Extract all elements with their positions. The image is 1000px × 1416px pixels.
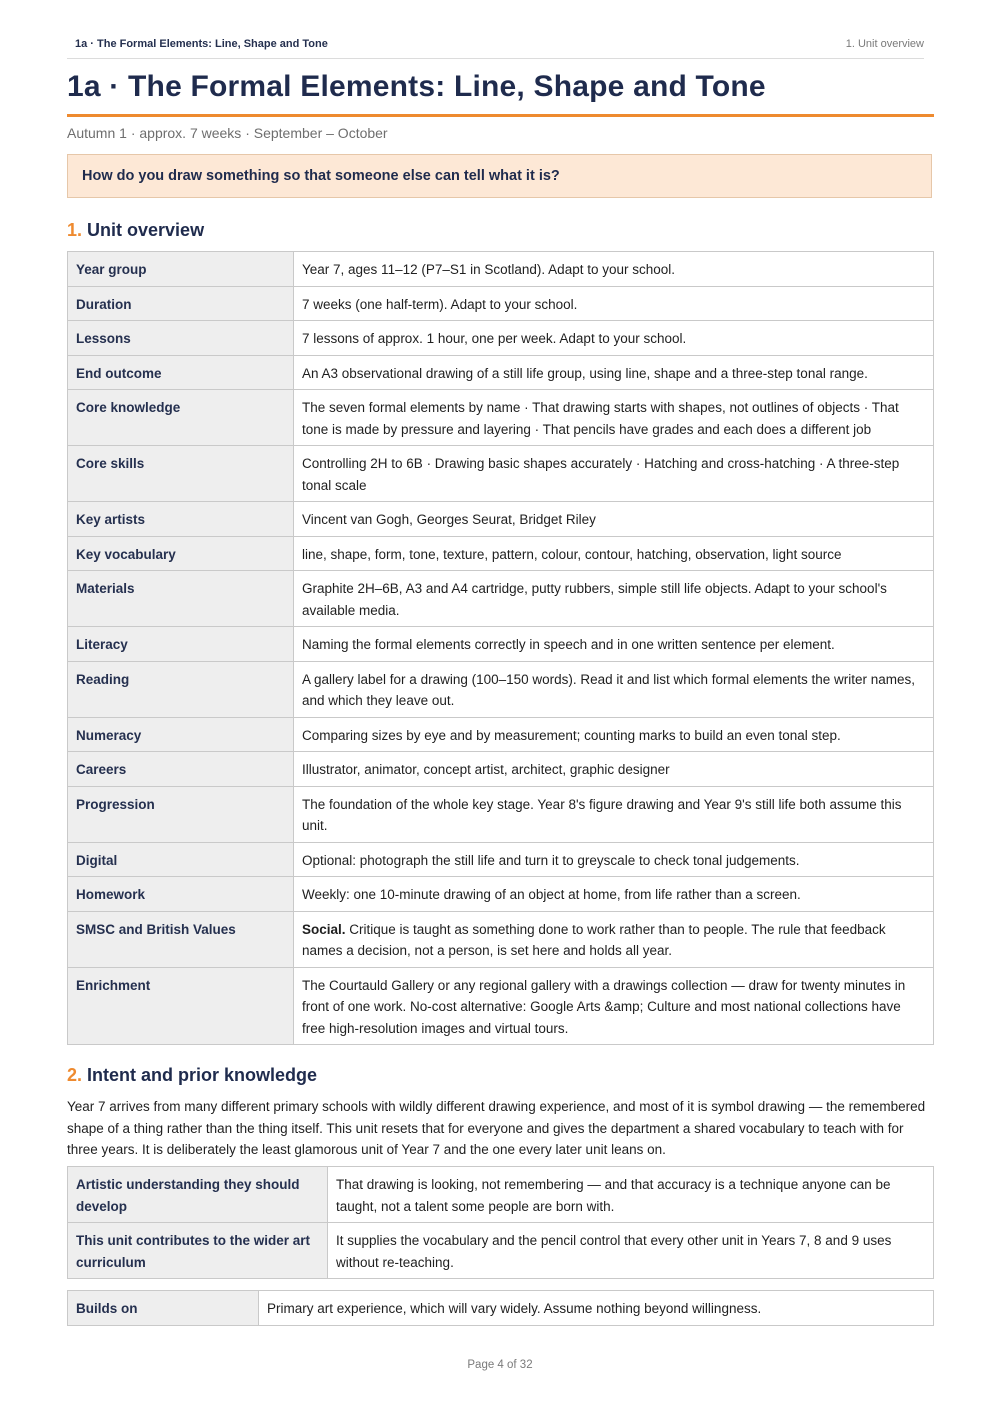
row-value: The seven formal elements by name · That drawing starts with shapes, not outlines of objects · That tone is made by pressure and layering · That pencils have grades and each does a different job — [294, 390, 934, 446]
row-key: Reading — [68, 661, 294, 717]
table-row — [68, 842, 934, 877]
row-value-text: Critique is taught as something done to work rather than to people. The rule that feedback names a decision, not a person, is set here and holds all year. — [302, 921, 886, 958]
row-key: Enrichment — [68, 967, 294, 1045]
row-key: Duration — [68, 286, 294, 321]
title-underline — [67, 114, 934, 117]
row-key: Digital — [68, 842, 294, 877]
row-value — [294, 911, 934, 967]
running-header-section: 1. Unit overview — [845, 38, 924, 50]
row-value: Naming the formal elements correctly in speech and in one written sentence per element. — [294, 627, 934, 662]
key-question-callout — [67, 154, 932, 198]
row-value: It supplies the vocabulary and the pencil control that every other unit in Years 7, 8 and 9 uses without re-teaching. — [328, 1223, 934, 1279]
row-value: Year 7, ages 11–12 (P7–S1 in Scotland). Adapt to your school. — [294, 252, 934, 287]
row-key: Literacy — [68, 627, 294, 662]
table-row — [68, 877, 934, 912]
row-value: 7 weeks (one half-term). Adapt to your school. — [294, 286, 934, 321]
row-value: Comparing sizes by eye and by measurement; counting marks to build an even tonal step. — [294, 717, 934, 752]
unit-meta: Autumn 1 · approx. 7 weeks · September – October — [67, 125, 388, 141]
section-title: Intent and prior knowledge — [87, 1065, 318, 1085]
row-value: That drawing is looking, not remembering — and that accuracy is a technique anyone can be taught, not a talent some people are born with. — [328, 1167, 934, 1223]
row-key: Key artists — [68, 502, 294, 537]
table-row — [68, 321, 934, 356]
row-value: Weekly: one 10-minute drawing of an object at home, from life rather than a screen. — [294, 877, 934, 912]
page-number-footer: Page 4 of 32 — [467, 1359, 533, 1371]
row-key: Year group — [68, 252, 294, 287]
intent-paragraph: Year 7 arrives from many different primary schools with wildly different drawing experience, and most of it is symbol drawing — the remembered shape of a thing rather than the thing itself. This unit resets that for everyone and gives the department a shared vocabulary to teach with for three years. It is deliberately the least glamorous unit of Year 7 and the one every later unit leans on. — [67, 1099, 926, 1157]
row-key: Homework — [68, 877, 294, 912]
row-value: Primary art experience, which will vary widely. Assume nothing beyond willingness. — [259, 1291, 934, 1326]
unit-overview-table — [67, 251, 934, 1045]
table-row — [68, 1167, 934, 1223]
row-key: Artistic understanding they should develop — [68, 1167, 328, 1223]
row-value: Vincent van Gogh, Georges Seurat, Bridget Riley — [294, 502, 934, 537]
row-key: Progression — [68, 786, 294, 842]
table-row — [68, 286, 934, 321]
table-row — [68, 967, 934, 1045]
table-row — [68, 355, 934, 390]
table-row — [68, 786, 934, 842]
row-value: A gallery label for a drawing (100–150 words). Read it and list which formal elements the writer names, and which they leave out. — [294, 661, 934, 717]
row-key: Core skills — [68, 446, 294, 502]
row-value: The Courtauld Gallery or any regional gallery with a drawings collection — draw for twenty minutes in front of one work. No-cost alternative: Google Arts &amp; Culture and most national collections have free high-resolution images and virtual tours. — [294, 967, 934, 1045]
row-value: An A3 observational drawing of a still life group, using line, shape and a three-step tonal range. — [294, 355, 934, 390]
table-row — [68, 752, 934, 787]
key-question-text: How do you draw something so that someone else can tell what it is? — [82, 168, 560, 184]
section-heading-intent — [67, 1065, 317, 1086]
table-row — [68, 571, 934, 627]
row-key: Materials — [68, 571, 294, 627]
row-key: End outcome — [68, 355, 294, 390]
row-value: Illustrator, animator, concept artist, architect, graphic designer — [294, 752, 934, 787]
section-title: Unit overview — [87, 220, 205, 240]
row-key: Key vocabulary — [68, 536, 294, 571]
table-row — [68, 390, 934, 446]
intent-table — [67, 1166, 934, 1279]
row-key: SMSC and British Values — [68, 911, 294, 967]
section-heading-unit-overview — [67, 220, 204, 241]
running-header-title: 1a · The Formal Elements: Line, Shape and Tone — [75, 38, 328, 50]
page-title: 1a · The Formal Elements: Line, Shape and Tone — [67, 70, 766, 103]
row-value: Optional: photograph the still life and turn it to greyscale to check tonal judgements. — [294, 842, 934, 877]
row-key: This unit contributes to the wider art curriculum — [68, 1223, 328, 1279]
section-number: 2. — [67, 1065, 83, 1085]
table-row — [68, 661, 934, 717]
table-row — [68, 911, 934, 967]
table-row — [68, 717, 934, 752]
row-key: Builds on — [68, 1291, 259, 1326]
row-value-emphasis: Social. — [302, 921, 346, 937]
table-row — [68, 1223, 934, 1279]
table-row — [68, 627, 934, 662]
table-row — [68, 446, 934, 502]
row-value: line, shape, form, tone, texture, pattern, colour, contour, hatching, observation, light source — [294, 536, 934, 571]
table-row — [68, 536, 934, 571]
row-value: 7 lessons of approx. 1 hour, one per week. Adapt to your school. — [294, 321, 934, 356]
builds-on-table — [67, 1290, 934, 1326]
row-value: Graphite 2H–6B, A3 and A4 cartridge, putty rubbers, simple still life objects. Adapt to your school's available media. — [294, 571, 934, 627]
row-key: Core knowledge — [68, 390, 294, 446]
row-key: Numeracy — [68, 717, 294, 752]
running-header — [67, 38, 924, 59]
table-row — [68, 502, 934, 537]
section-number: 1. — [67, 220, 83, 240]
row-value: Controlling 2H to 6B · Drawing basic shapes accurately · Hatching and cross-hatching · A three-step tonal scale — [294, 446, 934, 502]
row-key: Lessons — [68, 321, 294, 356]
table-row — [68, 1291, 934, 1326]
row-value: The foundation of the whole key stage. Year 8's figure drawing and Year 9's still life both assume this unit. — [294, 786, 934, 842]
row-key: Careers — [68, 752, 294, 787]
table-row — [68, 252, 934, 287]
